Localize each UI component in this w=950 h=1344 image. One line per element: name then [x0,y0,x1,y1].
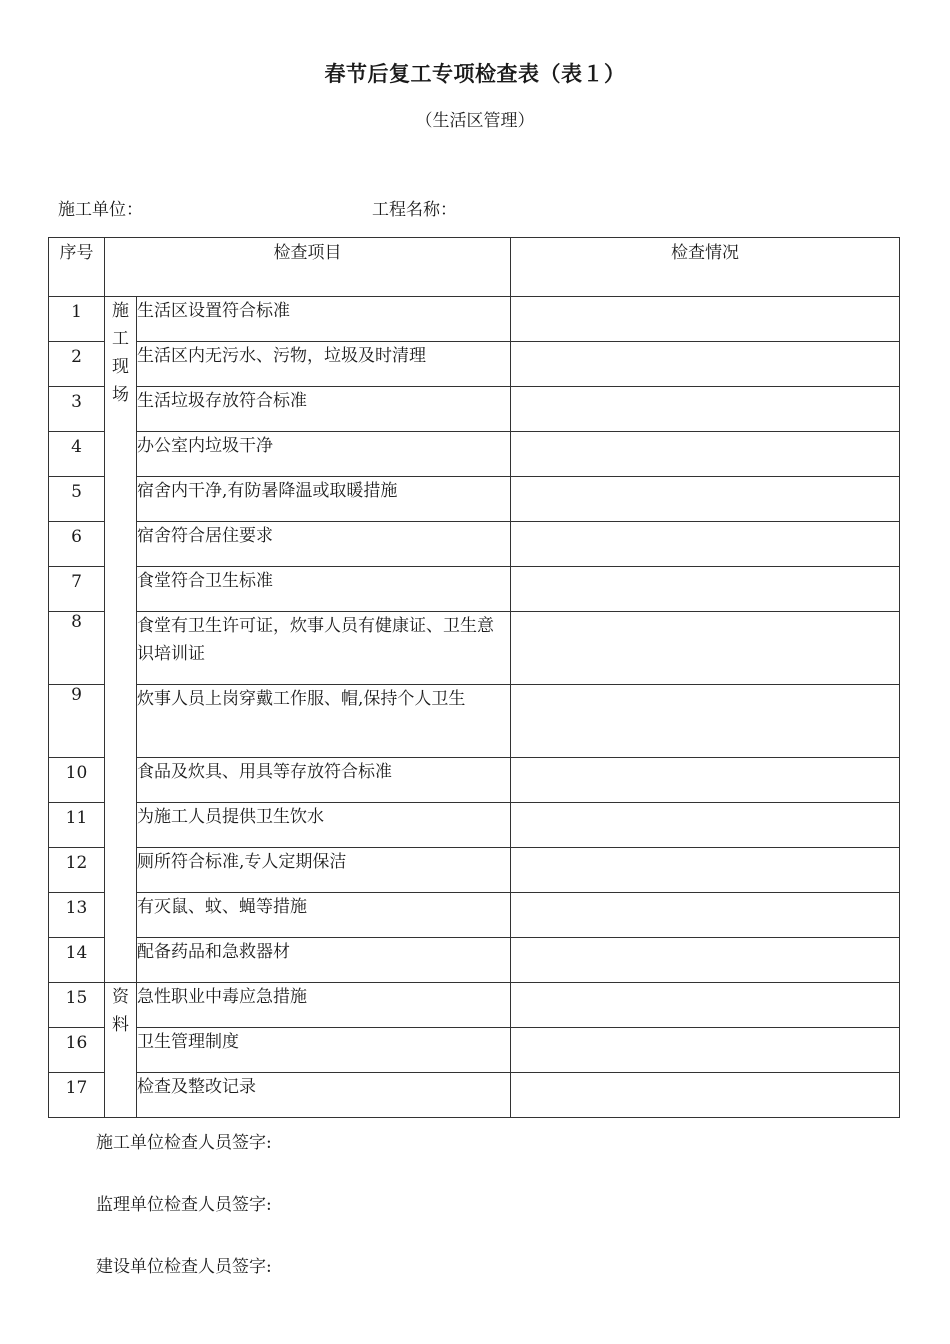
table-row [49,983,900,1028]
row-status-cell[interactable] [511,848,900,893]
row-item: 急性职业中毒应急措施 [137,983,511,1028]
header-item: 检查项目 [105,238,511,297]
table-row [49,893,900,938]
checklist-table [48,237,900,1118]
page-title: 春节后复工专项检查表（表１） [324,61,626,86]
row-status-cell[interactable] [511,803,900,848]
row-item: 食堂符合卫生标准 [137,567,511,612]
row-item: 宿舍符合居住要求 [137,522,511,567]
table-row [49,477,900,522]
row-item: 食堂有卫生许可证，炊事人员有健康证、卫生意识培训证 [137,612,511,685]
row-no: 3 [49,387,105,432]
header-status: 检查情况 [511,238,900,297]
row-status-cell[interactable] [511,685,900,758]
row-status-cell[interactable] [511,522,900,567]
signature-supervision: 监理单位检查人员签字: [96,1195,272,1215]
group-docs: 资料 [105,983,137,1118]
row-no: 14 [49,938,105,983]
row-item: 生活区设置符合标准 [137,297,511,342]
signature-owner: 建设单位检查人员签字: [96,1257,272,1277]
table-row [49,297,900,342]
row-item: 炊事人员上岗穿戴工作服、帽,保持个人卫生 [137,685,511,758]
table-row [49,567,900,612]
row-status-cell[interactable] [511,938,900,983]
table-row [49,612,900,685]
table-row [49,758,900,803]
row-no: 17 [49,1073,105,1118]
row-status-cell[interactable] [511,1073,900,1118]
table-row [49,387,900,432]
row-item: 有灭鼠、蚊、蝇等措施 [137,893,511,938]
row-item: 为施工人员提供卫生饮水 [137,803,511,848]
row-status-cell[interactable] [511,758,900,803]
signature-construction: 施工单位检查人员签字: [96,1133,272,1153]
row-item: 办公室内垃圾干净 [137,432,511,477]
table-row [49,1028,900,1073]
row-status-cell[interactable] [511,1028,900,1073]
row-no: 11 [49,803,105,848]
table-row [49,685,900,758]
row-no: 9 [49,685,105,758]
row-item: 宿舍内干净,有防暑降温或取暖措施 [137,477,511,522]
row-no: 6 [49,522,105,567]
group-site: 施工现场 [105,297,137,983]
row-item: 配备药品和急救器材 [137,938,511,983]
row-no: 10 [49,758,105,803]
row-no: 15 [49,983,105,1028]
table-row [49,803,900,848]
row-no: 16 [49,1028,105,1073]
row-status-cell[interactable] [511,983,900,1028]
page-subtitle: （生活区管理） [415,111,535,131]
row-item: 检查及整改记录 [137,1073,511,1118]
table-row [49,1073,900,1118]
row-no: 7 [49,567,105,612]
row-no: 1 [49,297,105,342]
row-no: 12 [49,848,105,893]
row-no: 4 [49,432,105,477]
row-status-cell[interactable] [511,297,900,342]
row-status-cell[interactable] [511,342,900,387]
row-status-cell[interactable] [511,477,900,522]
row-status-cell[interactable] [511,612,900,685]
row-status-cell[interactable] [511,567,900,612]
table-row [49,342,900,387]
row-no: 2 [49,342,105,387]
table-header-row [49,238,900,297]
table-row [49,848,900,893]
table-row [49,432,900,477]
table-row [49,938,900,983]
row-no: 5 [49,477,105,522]
row-status-cell[interactable] [511,893,900,938]
row-no: 13 [49,893,105,938]
row-item: 卫生管理制度 [137,1028,511,1073]
row-item: 食品及炊具、用具等存放符合标准 [137,758,511,803]
row-item: 生活区内无污水、污物，垃圾及时清理 [137,342,511,387]
row-item: 生活垃圾存放符合标准 [137,387,511,432]
header-no: 序号 [49,238,105,297]
project-name-label: 工程名称： [372,200,457,220]
row-status-cell[interactable] [511,432,900,477]
row-item: 厕所符合标准,专人定期保洁 [137,848,511,893]
construction-unit-label: 施工单位： [58,200,143,220]
row-no: 8 [49,612,105,685]
row-status-cell[interactable] [511,387,900,432]
table-row [49,522,900,567]
